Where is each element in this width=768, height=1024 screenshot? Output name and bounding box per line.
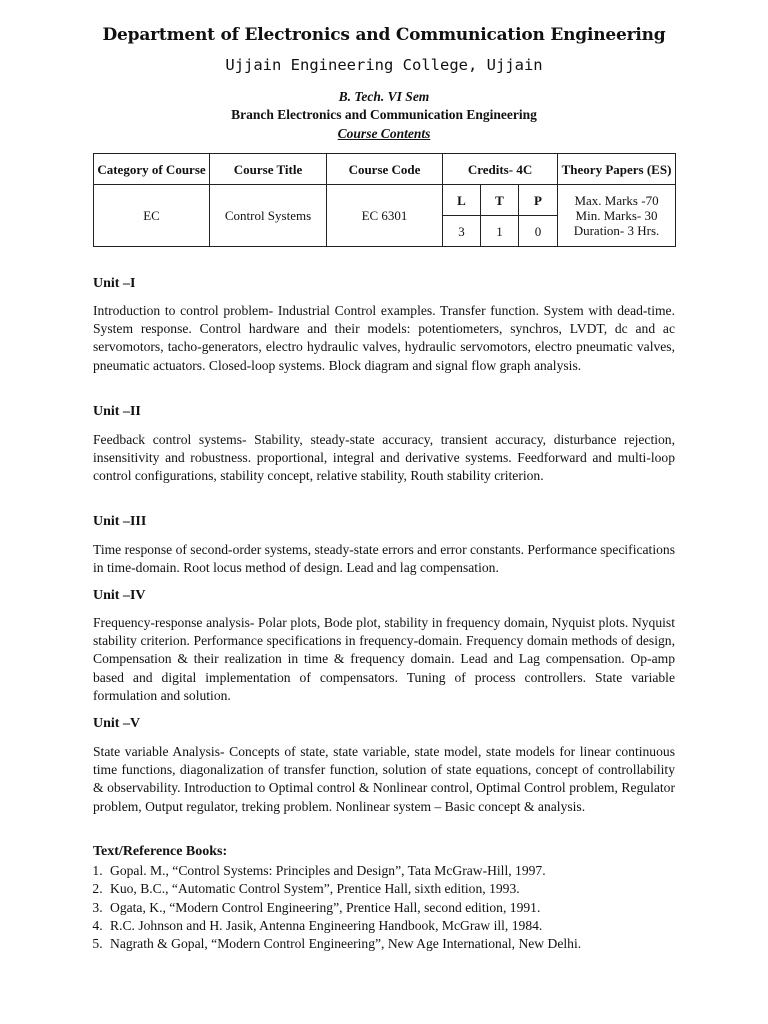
cell-course-code: EC 6301 (327, 185, 443, 247)
cell-course-title: Control Systems (210, 185, 327, 247)
course-contents-title: Course Contents (337, 126, 431, 141)
semester-label: B. Tech. VI Sem (338, 89, 430, 104)
cell-category: EC (94, 185, 210, 247)
cell-marks (558, 185, 676, 247)
header-theory-papers: Theory Papers (ES) (558, 154, 676, 185)
unit-4-text: Frequency-response analysis- Polar plots, Bode plot, stability in frequency domain, Nyquist plots. Nyquist stability criterion. Performance specifications in frequency-domain. Frequency domain methods of design, Compensation & their realization in time & frequency domain. Lead and Lag compensation. Op-amp based and digital implementation of compensators. Tuning of process controllers. State variable formulation and solution. (93, 615, 675, 703)
unit-4-heading: Unit –IV (93, 588, 146, 603)
course-table (93, 153, 676, 247)
book-item: 4. R.C. Johnson and H. Jasik, Antenna Engineering Handbook, McGraw ill, 1984. (106, 917, 706, 935)
unit-3-text: Time response of second-order systems, steady-state errors and error constants. Performance specifications in time-domain. Root locus method of design. Lead and lag compensation. (93, 542, 675, 576)
header-course-code: Course Code (327, 154, 443, 185)
header-course-title: Course Title (210, 154, 327, 185)
max-marks: Max. Marks -70 (574, 193, 659, 208)
book-item: 1. Gopal. M., “Control Systems: Principles and Design”, Tata McGraw-Hill, 1997. (106, 862, 706, 880)
duration: Duration- 3 Hrs. (573, 223, 660, 238)
unit-2-heading: Unit –II (93, 404, 141, 419)
unit-1-heading: Unit –I (93, 276, 136, 291)
ltp-value-l: 3 (443, 216, 481, 247)
book-item: 5. Nagrath & Gopal, “Modern Control Engineering”, New Age International, New Delhi. (106, 935, 706, 953)
ltp-label-t: T (481, 185, 519, 216)
unit-5-heading: Unit –V (93, 716, 141, 731)
branch-label: Branch Electronics and Communication Engineering (231, 107, 537, 122)
college-name: Ujjain Engineering College, Ujjain (225, 56, 543, 74)
unit-1-text: Introduction to control problem- Industrial Control examples. Transfer function. System with dead-time. System response. Control hardware and their models: potentiometers, synchros, LVDT, dc and ac servomotors, tacho-generators, electro hydraulic valves, hydraulic servomotors, electro pneumatic valves, pneumatic actuators. Closed-loop systems. Block diagram and signal flow graph analysis. (93, 303, 675, 373)
unit-3-heading: Unit –III (93, 514, 147, 529)
unit-2-text: Feedback control systems- Stability, steady-state accuracy, transient accuracy, disturbance rejection, insensitivity and robustness. proportional, integral and derivative systems. Feedforward and multi-loop control configurations, stability concept, relative stability, Routh stability criterion. (93, 432, 675, 484)
books-heading: Text/Reference Books: (93, 844, 228, 859)
ltp-label-l: L (443, 185, 481, 216)
ltp-value-p: 0 (519, 216, 558, 247)
ltp-value-t: 1 (481, 216, 519, 247)
book-list (76, 862, 706, 953)
department-title: Department of Electronics and Communication Engineering (102, 25, 666, 45)
unit-5-text: State variable Analysis- Concepts of state, state variable, state model, state models for linear continuous time functions, diagonalization of transfer function, solution of state equations, concept of controllability & observability. Introduction to Optimal control & Nonlinear control, Optimal Control problem, Regulator problem, Output regulator, treking problem. Nonlinear system – Basic concept & analysis. (93, 744, 675, 814)
book-item: 3. Ogata, K., “Modern Control Engineering”, Prentice Hall, second edition, 1991. (106, 899, 706, 917)
header-category: Category of Course (94, 154, 210, 185)
header-credits: Credits- 4C (443, 154, 558, 185)
book-item: 2. Kuo, B.C., “Automatic Control System”, Prentice Hall, sixth edition, 1993. (106, 880, 706, 898)
min-marks: Min. Marks- 30 (575, 208, 658, 223)
ltp-label-p: P (519, 185, 558, 216)
